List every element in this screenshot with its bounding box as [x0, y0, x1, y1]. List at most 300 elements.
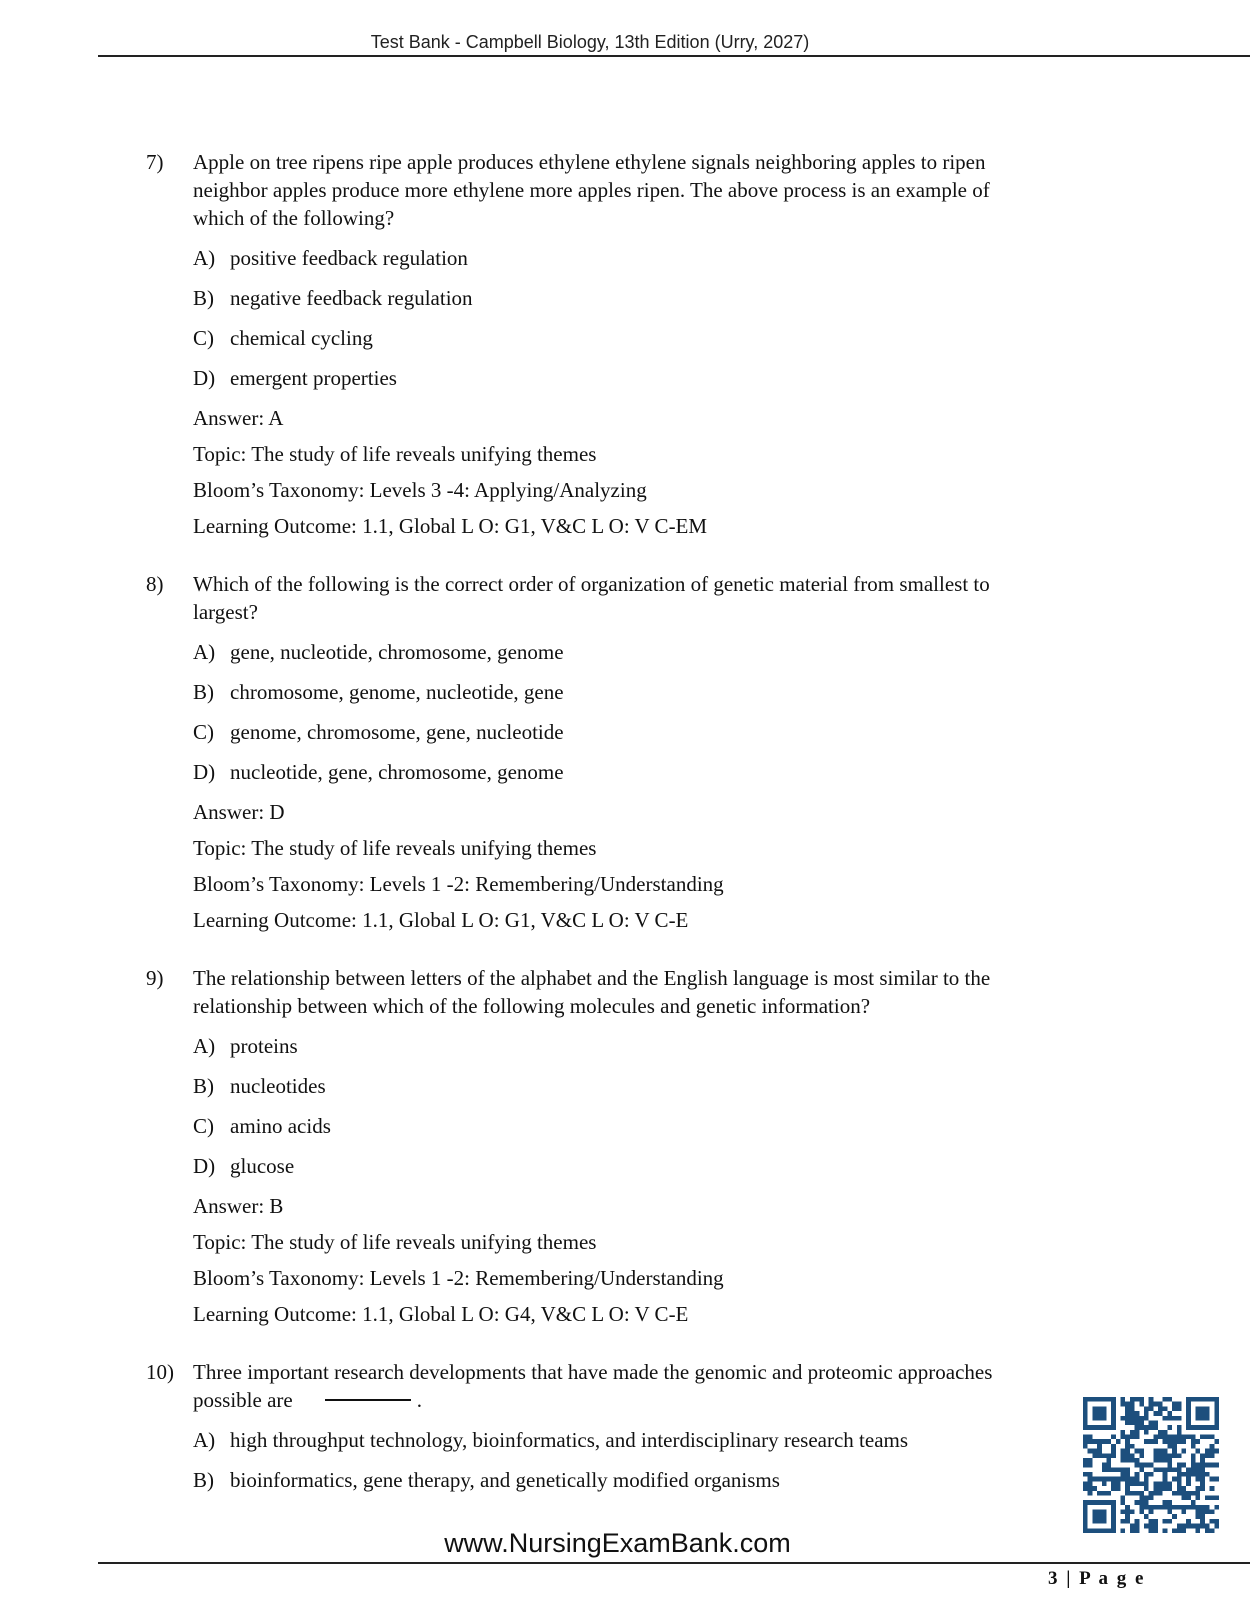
option-c — [193, 718, 1023, 746]
qr-module — [1139, 1500, 1144, 1505]
qr-module — [1102, 1481, 1107, 1486]
qr-module — [1125, 1481, 1130, 1486]
qr-module — [1158, 1449, 1163, 1454]
qr-module — [1167, 1500, 1172, 1505]
qr-module — [1139, 1481, 1144, 1486]
qr-module — [1144, 1472, 1149, 1477]
qr-finder-inner — [1092, 1406, 1106, 1420]
qr-module — [1130, 1458, 1135, 1463]
qr-module — [1191, 1505, 1196, 1510]
qr-module — [1172, 1467, 1177, 1472]
page-header-title: Test Bank - Campbell Biology, 13th Edition (Urry, 2027) — [370, 32, 810, 52]
qr-module — [1214, 1505, 1219, 1510]
qr-module — [1135, 1500, 1140, 1505]
qr-module — [1196, 1505, 1201, 1510]
qr-module — [1163, 1505, 1168, 1510]
qr-module — [1210, 1477, 1215, 1482]
qr-module — [1125, 1467, 1130, 1472]
qr-module — [1186, 1505, 1191, 1510]
qr-module — [1191, 1472, 1196, 1477]
qr-module — [1116, 1467, 1121, 1472]
qr-module — [1172, 1416, 1177, 1421]
qr-module — [1121, 1519, 1126, 1524]
qr-module — [1111, 1467, 1116, 1472]
question-10 — [0, 1358, 1250, 1494]
qr-module — [1177, 1416, 1182, 1421]
qr-module — [1177, 1453, 1182, 1458]
qr-module — [1135, 1472, 1140, 1477]
qr-module — [1092, 1486, 1097, 1491]
qr-module — [1196, 1463, 1201, 1468]
qr-module — [1172, 1449, 1177, 1454]
qr-module — [1106, 1467, 1111, 1472]
qr-module — [1172, 1491, 1177, 1496]
qr-module — [1144, 1425, 1149, 1430]
qr-module — [1088, 1458, 1093, 1463]
option-text: amino acids — [230, 1114, 331, 1138]
option-a — [193, 1032, 1023, 1060]
qr-module — [1214, 1477, 1219, 1482]
qr-module — [1153, 1481, 1158, 1486]
qr-module — [1092, 1453, 1097, 1458]
qr-module — [1121, 1430, 1126, 1435]
qr-module — [1125, 1491, 1130, 1496]
question-text-end: . — [416, 1388, 422, 1412]
qr-module — [1191, 1435, 1196, 1440]
qr-module — [1088, 1486, 1093, 1491]
qr-module — [1210, 1463, 1215, 1468]
qr-module — [1149, 1420, 1154, 1425]
qr-module — [1214, 1463, 1219, 1468]
qr-module — [1210, 1449, 1215, 1454]
qr-module — [1125, 1519, 1130, 1524]
qr-module — [1125, 1406, 1130, 1411]
qr-module — [1125, 1505, 1130, 1510]
qr-module — [1130, 1444, 1135, 1449]
qr-module — [1163, 1458, 1168, 1463]
header-rule — [98, 55, 1250, 57]
qr-module — [1186, 1435, 1191, 1440]
option-text: nucleotides — [230, 1074, 326, 1098]
qr-module — [1083, 1472, 1088, 1477]
qr-module — [1130, 1491, 1135, 1496]
qr-module — [1214, 1449, 1219, 1454]
bloom-line: Bloom’s Taxonomy: Levels 3 -4: Applying/Analyzing — [193, 478, 647, 502]
qr-module — [1121, 1467, 1126, 1472]
qr-module — [1111, 1453, 1116, 1458]
qr-module — [1167, 1397, 1172, 1402]
qr-module — [1092, 1449, 1097, 1454]
question-list — [0, 148, 1250, 1524]
qr-module — [1163, 1467, 1168, 1472]
qr-module — [1172, 1435, 1177, 1440]
qr-module — [1092, 1477, 1097, 1482]
qr-module — [1106, 1439, 1111, 1444]
option-letter: B) — [193, 1074, 214, 1098]
qr-module — [1088, 1463, 1093, 1468]
qr-module — [1130, 1510, 1135, 1515]
qr-module — [1153, 1449, 1158, 1454]
qr-module — [1135, 1397, 1140, 1402]
qr-module — [1172, 1444, 1177, 1449]
option-c — [193, 1112, 1023, 1140]
qr-module — [1210, 1486, 1215, 1491]
qr-module — [1121, 1453, 1126, 1458]
qr-module — [1111, 1444, 1116, 1449]
qr-module — [1144, 1430, 1149, 1435]
answer-line: Answer: B — [193, 1194, 284, 1218]
qr-module — [1167, 1435, 1172, 1440]
option-text: negative feedback regulation — [230, 286, 473, 310]
qr-module — [1210, 1519, 1215, 1524]
qr-module — [1144, 1477, 1149, 1482]
qr-module — [1102, 1477, 1107, 1482]
qr-module — [1125, 1420, 1130, 1425]
qr-module — [1116, 1439, 1121, 1444]
qr-module — [1121, 1402, 1126, 1407]
qr-module — [1097, 1453, 1102, 1458]
qr-module — [1097, 1444, 1102, 1449]
qr-module — [1200, 1510, 1205, 1515]
qr-module — [1191, 1458, 1196, 1463]
qr-module — [1125, 1458, 1130, 1463]
qr-module — [1200, 1472, 1205, 1477]
qr-module — [1139, 1397, 1144, 1402]
topic-line: Topic: The study of life reveals unifying themes — [193, 1230, 597, 1254]
qr-module — [1200, 1486, 1205, 1491]
qr-module — [1172, 1439, 1177, 1444]
qr-module — [1163, 1430, 1168, 1435]
option-letter: D) — [193, 366, 216, 390]
qr-module — [1153, 1453, 1158, 1458]
qr-module — [1139, 1420, 1144, 1425]
qr-module — [1163, 1477, 1168, 1482]
qr-module — [1116, 1477, 1121, 1482]
qr-module — [1177, 1402, 1182, 1407]
option-d — [193, 364, 1023, 392]
option-letter: D) — [193, 1154, 216, 1178]
qr-finder-inner — [1196, 1406, 1210, 1420]
qr-module — [1167, 1505, 1172, 1510]
qr-module — [1135, 1449, 1140, 1454]
option-d — [193, 758, 1023, 786]
qr-module — [1139, 1467, 1144, 1472]
qr-module — [1167, 1425, 1172, 1430]
qr-module — [1083, 1481, 1088, 1486]
qr-module — [1125, 1477, 1130, 1482]
qr-module — [1121, 1458, 1126, 1463]
qr-module — [1177, 1472, 1182, 1477]
qr-module — [1181, 1463, 1186, 1468]
qr-module — [1186, 1477, 1191, 1482]
qr-module — [1196, 1486, 1201, 1491]
qr-module — [1149, 1406, 1154, 1411]
qr-module — [1135, 1481, 1140, 1486]
qr-module — [1210, 1453, 1215, 1458]
qr-module — [1153, 1420, 1158, 1425]
qr-finder-inner — [1092, 1510, 1106, 1524]
question-text: The relationship between letters of the alphabet and the English language is most similar to the relationship between which of the following molecules and genetic information? — [193, 966, 991, 1018]
qr-module — [1163, 1449, 1168, 1454]
qr-module — [1153, 1435, 1158, 1440]
qr-module — [1149, 1519, 1154, 1524]
question-number: 7) — [146, 150, 164, 174]
option-text: emergent properties — [230, 366, 397, 390]
qr-module — [1144, 1416, 1149, 1421]
qr-module — [1205, 1495, 1210, 1500]
qr-module — [1149, 1472, 1154, 1477]
qr-module — [1135, 1463, 1140, 1468]
qr-module — [1139, 1402, 1144, 1407]
qr-module — [1088, 1472, 1093, 1477]
qr-module — [1158, 1491, 1163, 1496]
qr-module — [1167, 1519, 1172, 1524]
qr-module — [1153, 1439, 1158, 1444]
qr-module — [1167, 1481, 1172, 1486]
option-text: gene, nucleotide, chromosome, genome — [230, 640, 564, 664]
answer-line: Answer: A — [193, 406, 284, 430]
qr-module — [1181, 1486, 1186, 1491]
qr-module — [1106, 1491, 1111, 1496]
qr-module — [1092, 1439, 1097, 1444]
qr-module — [1144, 1514, 1149, 1519]
qr-module — [1186, 1491, 1191, 1496]
qr-module — [1130, 1430, 1135, 1435]
qr-module — [1139, 1416, 1144, 1421]
qr-module — [1144, 1439, 1149, 1444]
qr-module — [1177, 1430, 1182, 1435]
qr-module — [1121, 1435, 1126, 1440]
qr-module — [1200, 1453, 1205, 1458]
qr-module — [1144, 1411, 1149, 1416]
qr-module — [1130, 1416, 1135, 1421]
qr-module — [1177, 1463, 1182, 1468]
option-text: glucose — [230, 1154, 295, 1178]
learning-outcome-line: Learning Outcome: 1.1, Global L O: G1, V&C L O: V C-E — [193, 908, 689, 932]
qr-module — [1200, 1435, 1205, 1440]
qr-module — [1186, 1472, 1191, 1477]
qr-module — [1149, 1425, 1154, 1430]
qr-module — [1125, 1439, 1130, 1444]
qr-module — [1153, 1467, 1158, 1472]
qr-module — [1125, 1435, 1130, 1440]
qr-module — [1153, 1505, 1158, 1510]
qr-module — [1097, 1439, 1102, 1444]
qr-module — [1172, 1514, 1177, 1519]
qr-module — [1130, 1397, 1135, 1402]
qr-module — [1153, 1411, 1158, 1416]
qr-module — [1181, 1510, 1186, 1515]
qr-module — [1083, 1444, 1088, 1449]
qr-module — [1200, 1477, 1205, 1482]
qr-module — [1191, 1453, 1196, 1458]
qr-module — [1181, 1495, 1186, 1500]
qr-module — [1139, 1491, 1144, 1496]
qr-module — [1177, 1467, 1182, 1472]
question-8 — [0, 570, 1250, 934]
qr-module — [1130, 1420, 1135, 1425]
qr-module — [1167, 1510, 1172, 1515]
qr-module — [1088, 1491, 1093, 1496]
qr-module — [1083, 1486, 1088, 1491]
qr-module — [1153, 1425, 1158, 1430]
qr-module — [1111, 1477, 1116, 1482]
option-c — [193, 324, 1023, 352]
qr-module — [1167, 1453, 1172, 1458]
qr-module — [1167, 1444, 1172, 1449]
option-text: chromosome, genome, nucleotide, gene — [230, 680, 564, 704]
qr-module — [1083, 1463, 1088, 1468]
footer-rule — [98, 1562, 1250, 1564]
qr-module — [1177, 1425, 1182, 1430]
qr-module — [1083, 1439, 1088, 1444]
qr-module — [1191, 1463, 1196, 1468]
qr-module — [1172, 1505, 1177, 1510]
qr-module — [1149, 1439, 1154, 1444]
qr-module — [1163, 1519, 1168, 1524]
qr-module — [1163, 1486, 1168, 1491]
qr-module — [1200, 1463, 1205, 1468]
qr-module — [1153, 1486, 1158, 1491]
qr-module — [1214, 1519, 1219, 1524]
qr-module — [1083, 1435, 1088, 1440]
qr-module — [1135, 1458, 1140, 1463]
qr-module — [1121, 1449, 1126, 1454]
question-text: Three important research developments that have made the genomic and proteomic approaches possible are — [193, 1360, 993, 1412]
qr-module — [1196, 1495, 1201, 1500]
learning-outcome-line: Learning Outcome: 1.1, Global L O: G1, V&C L O: V C-EM — [193, 514, 708, 538]
fill-in-blank — [325, 1399, 411, 1401]
qr-module — [1139, 1463, 1144, 1468]
qr-module — [1106, 1458, 1111, 1463]
qr-module — [1177, 1486, 1182, 1491]
qr-module — [1083, 1458, 1088, 1463]
qr-module — [1139, 1425, 1144, 1430]
qr-module — [1186, 1519, 1191, 1524]
option-letter: C) — [193, 326, 214, 350]
qr-module — [1210, 1435, 1215, 1440]
qr-module — [1196, 1439, 1201, 1444]
qr-module — [1149, 1402, 1154, 1407]
qr-module — [1200, 1514, 1205, 1519]
qr-module — [1205, 1435, 1210, 1440]
qr-module — [1172, 1402, 1177, 1407]
qr-module — [1144, 1486, 1149, 1491]
qr-module — [1200, 1481, 1205, 1486]
qr-module — [1172, 1453, 1177, 1458]
qr-module — [1167, 1411, 1172, 1416]
qr-module — [1181, 1491, 1186, 1496]
qr-module — [1205, 1510, 1210, 1515]
question-number: 9) — [146, 966, 164, 990]
qr-module — [1158, 1430, 1163, 1435]
option-text: high throughput technology, bioinformatics, and interdisciplinary research teams — [230, 1428, 909, 1452]
option-letter: A) — [193, 246, 216, 270]
qr-module — [1158, 1486, 1163, 1491]
qr-module — [1167, 1467, 1172, 1472]
qr-module — [1135, 1430, 1140, 1435]
qr-module — [1191, 1444, 1196, 1449]
qr-module — [1210, 1444, 1215, 1449]
qr-module — [1177, 1505, 1182, 1510]
option-b — [193, 1466, 1023, 1494]
qr-module — [1158, 1411, 1163, 1416]
qr-module — [1186, 1495, 1191, 1500]
qr-module — [1158, 1406, 1163, 1411]
qr-module — [1135, 1425, 1140, 1430]
qr-module — [1088, 1481, 1093, 1486]
qr-module — [1102, 1467, 1107, 1472]
topic-line: Topic: The study of life reveals unifying themes — [193, 836, 597, 860]
qr-module — [1125, 1402, 1130, 1407]
qr-module — [1167, 1416, 1172, 1421]
option-letter: A) — [193, 1034, 216, 1058]
option-b — [193, 678, 1023, 706]
qr-module — [1153, 1491, 1158, 1496]
qr-module — [1149, 1491, 1154, 1496]
qr-module — [1116, 1486, 1121, 1491]
qr-module — [1167, 1458, 1172, 1463]
option-letter: A) — [193, 1428, 216, 1452]
qr-module — [1181, 1435, 1186, 1440]
option-b — [193, 284, 1023, 312]
qr-module — [1125, 1416, 1130, 1421]
qr-module — [1111, 1449, 1116, 1454]
qr-module — [1102, 1491, 1107, 1496]
qr-module — [1121, 1510, 1126, 1515]
qr-module — [1125, 1486, 1130, 1491]
qr-module — [1196, 1472, 1201, 1477]
qr-module — [1191, 1500, 1196, 1505]
qr-module — [1214, 1439, 1219, 1444]
qr-module — [1191, 1491, 1196, 1496]
qr-module — [1196, 1449, 1201, 1454]
qr-module — [1130, 1477, 1135, 1482]
qr-module — [1125, 1514, 1130, 1519]
qr-module — [1125, 1411, 1130, 1416]
qr-module — [1186, 1481, 1191, 1486]
option-letter: B) — [193, 680, 214, 704]
qr-module — [1097, 1491, 1102, 1496]
option-text: positive feedback regulation — [230, 246, 468, 270]
qr-module — [1158, 1453, 1163, 1458]
qr-module — [1130, 1406, 1135, 1411]
question-number: 10) — [146, 1360, 174, 1384]
page-number: 3 | P a g e — [1048, 1568, 1146, 1589]
qr-module — [1163, 1453, 1168, 1458]
qr-module — [1121, 1500, 1126, 1505]
qr-module — [1172, 1477, 1177, 1482]
qr-module — [1135, 1491, 1140, 1496]
qr-module — [1149, 1463, 1154, 1468]
qr-module — [1181, 1449, 1186, 1454]
qr-module — [1139, 1505, 1144, 1510]
qr-module — [1177, 1491, 1182, 1496]
qr-module — [1125, 1472, 1130, 1477]
qr-module — [1125, 1444, 1130, 1449]
qr-module — [1130, 1481, 1135, 1486]
qr-module — [1196, 1467, 1201, 1472]
qr-module — [1111, 1435, 1116, 1440]
qr-module — [1139, 1449, 1144, 1454]
qr-module — [1097, 1477, 1102, 1482]
qr-module — [1135, 1477, 1140, 1482]
qr-module — [1097, 1449, 1102, 1454]
qr-module — [1135, 1435, 1140, 1440]
qr-module — [1177, 1477, 1182, 1482]
qr-module — [1153, 1402, 1158, 1407]
qr-module — [1144, 1463, 1149, 1468]
